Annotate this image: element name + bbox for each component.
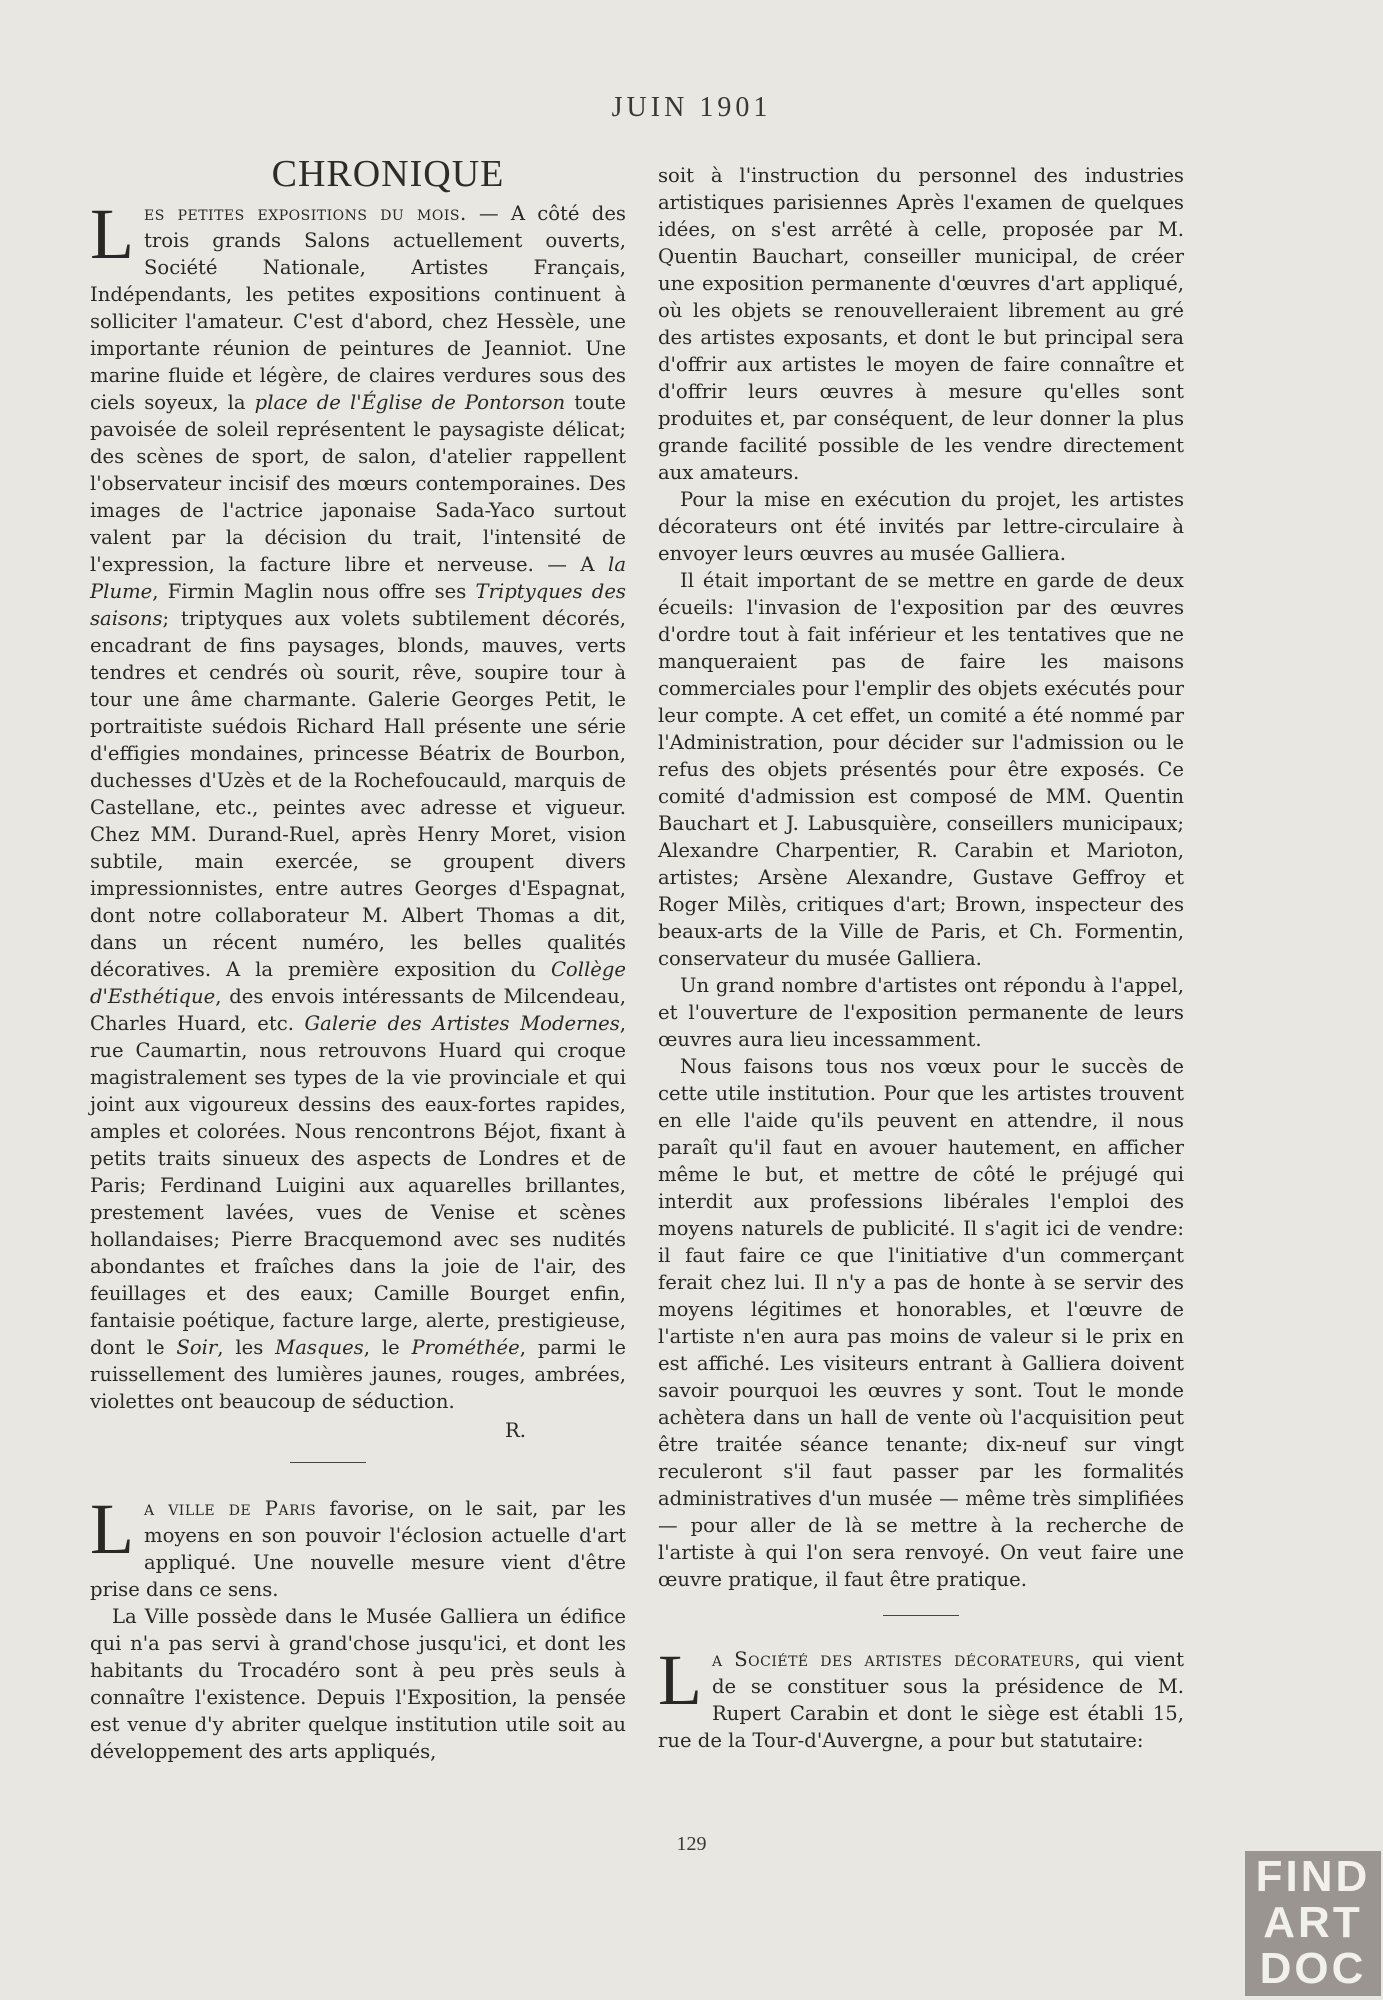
section-heading: es petites expositions du mois. [143,202,467,225]
italic-title: la Plume [90,553,626,603]
paragraph-execution: Pour la mise en exécution du projet, les artistes décorateurs ont été invités par lettre-circulaire à envoyer leurs œuvres au musée Galliera. [658,488,1184,565]
paragraph-artistes: Un grand nombre d'artistes ont répondu à l'appel, et l'ouverture de l'exposition permanente de leurs œuvres aura lieu incessamment. [658,974,1184,1051]
watermark-line: FIND [1255,1852,1371,1901]
paragraph-ecueils: Il était important de se mettre en garde de deux écueils: l'invasion de l'exposition par des œuvres d'ordre tout à fait inférieur et les tentatives que ne manqueraient pas de faire les maisons commerciales pour l'emplir des objets exécutés pour leur compte. A cet effet, un comité a été nommé par l'Administration, pour décider sur l'admission ou le refus des objets présentés pour être exposés. Ce comité d'admission est composé de MM. Quentin Bauchart et J. Labusquière, conseillers municipaux; Alexandre Charpentier, R. Carabin et Marioton, artistes; Arsène Alexandre, Gustave Geffroy et Roger Milès, critiques d'art; Brown, inspecteur des beaux-arts de la Ville de Paris, et Ch. Formentin, conservateur du musée Galliera. [658,569,1184,970]
drop-cap: L [90,194,134,274]
italic-title: Triptyques des saisons [90,580,626,630]
text-run: , le [363,1336,412,1359]
text-run: , parmi le ruissellement des lumières jaunes, rouges, ambrées, violettes ont beaucoup de séduction. [90,1336,626,1413]
paragraph-expositions [90,194,626,1415]
drop-cap: L [658,1640,702,1720]
section-heading: a Société des artistes décorateurs [711,1648,1075,1671]
text-run: toute pavoisée de soleil représentent le paysagiste délicat; des scènes de sport, de salon, d'atelier rappellent l'observateur incisif des mœurs contemporaines. Des images de l'actrice japonaise Sada-Yaco surtout valent par la décision du trait, l'intensité de l'expression, la facture libre et nerveuse. — A [90,391,626,576]
italic-title: Prométhée [411,1336,520,1359]
italic-title: place de l'Église de Pontorson [254,391,566,414]
text-run: ; triptyques aux volets subtilement décorés, encadrant de fins paysages, blonds, mauves, verts tendres et cendrés où sourit, rêve, soupire tour à tour une âme charmante. Galerie Georges Petit, le portraitiste suédois Richard Hall présente une série d'effigies mondaines, princesse Béatrix de Bourbon, duchesses d'Uzès et de la Rochefoucauld, marquis de Castellane, etc., peintes avec adresse et vigueur. Chez MM. Durand-Ruel, après Henry Moret, vision subtile, main exercée, se groupent divers impressionnistes, entre autres Georges d'Espagnat, dont notre collaborateur M. Albert Thomas a dit, dans un récent numéro, les belles qualités décoratives. A la première exposition du [90,607,626,981]
paragraph-galliera: La Ville possède dans le Musée Galliera un édifice qui n'a pas servi à grand'chose jusqu'ici, et dont les habitants du Trocadéro sont à peu près seuls à connaître l'existence. Depuis l'Exposition, la pensée est venue d'y abriter quelque institution utile soit au développement des arts appliqués, [90,1605,626,1763]
paragraph-voeux: Nous faisons tous nos vœux pour le succès de cette utile institution. Pour que les artistes trouvent en elle l'aide qu'ils peuvent en attendre, il nous paraît qu'il faut en avouer hautement, en afficher même le but, et mettre de côté le préjugé qui interdit aux professions libérales l'emploi des moyens naturels de publicité. Il s'agit ici de vendre: il faut faire ce que l'initiative d'un commerçant ferait chez lui. Il n'y a pas de honte à se servir des moyens légitimes et honorables, et l'œuvre de l'artiste n'en aura pas moins de valeur si le prix en est affiché. Les visiteurs entrant à Galliera doivent savoir pourquoi les œuvres y sont. Tout le monde achètera dans un hall de vente où l'acquisition peut être traitée séance tenante; dix-neuf sur vingt reculeront s'il faut passer par les formalités administratives d'un musée — même très simplifiées — pour aller de là se mettre à la recherche de l'artiste à qui l'on sera renvoyé. On veut faire une œuvre pratique, il faut être pratique. [658,1055,1184,1591]
text-run: , qui vient de se constituer sous la présidence de M. Rupert Carabin et dont le siège est établi 15, rue de la Tour-d'Auvergne, a pour but statutaire: [658,1648,1185,1752]
right-column [658,162,1184,1754]
italic-title: Galerie des Artistes Modernes [304,1012,620,1035]
section-heading: a ville de Paris [143,1497,317,1520]
paragraph-continuation: soit à l'instruction du personnel des industries artistiques parisiennes Après l'examen de quelques idées, on s'est arrêté à celle, proposée par M. Quentin Bauchart, conseiller municipal, de créer une exposition permanente d'œuvres d'art appliqué, où les objets se renouvelleraient librement au gré des artistes exposants, et dont le but principal sera d'offrir aux artistes le moyen de faire connaître et d'offrir leurs œuvres à mesure qu'elles sont produites et, par conséquent, de leur donner la plus grande facilité possible de les vendre directement aux amateurs. [658,164,1184,484]
text-run: , des envois intéressants de Milcendeau, Charles Huard, etc. [90,985,626,1035]
findartdoc-watermark-logo [1245,1851,1381,1996]
left-column [90,152,626,1765]
section-divider [883,1615,959,1616]
page-number: 129 [676,1833,707,1855]
watermark-line: DOC [1259,1944,1367,1993]
drop-cap: L [90,1489,134,1569]
text-run: , rue Caumartin, nous retrouvons Huard qui croque magistralement ses types de la vie provinciale et qui joint aux vigoureux dessins des eaux-fortes rapides, amples et colorées. Nous rencontrons Béjot, fixant à petits traits sinueux des aspects de Londres et de Paris; Ferdinand Luigini aux aquarelles brillantes, prestement lavées, vues de Venise et scènes hollandaises; Pierre Bracquemond avec ses nudités abondantes et fraîches dans la joie de l'air, des feuillages et des eaux; Camille Bourget enfin, fantaisie poétique, facture large, alerte, prestigieuse, dont le [90,1012,626,1359]
signature: R. [505,1419,526,1442]
text-run: — A côté des trois grands Salons actuellement ouverts, Société Nationale, Artistes Français, Indépendants, les petites expositions continuent à solliciter l'amateur. C'est d'abord, chez Hessèle, une importante réunion de peintures de Jeanniot. Une marine fluide et légère, de claires verdures sous des ciels soyeux, la [90,202,626,414]
running-header: JUIN 1901 [611,92,772,123]
italic-title: Masques [275,1336,364,1359]
text-run: , les [217,1336,276,1359]
text-run: , Firmin Maglin nous offre ses [152,580,476,603]
article-title: CHRONIQUE [271,153,505,195]
paragraph-ville-de-paris [90,1489,626,1603]
italic-title: Soir [176,1336,218,1359]
section-divider [290,1462,366,1463]
paragraph-societe [658,1640,1185,1754]
italic-title: Collège d'Esthétique [90,958,626,1008]
watermark-line: ART [1263,1898,1363,1947]
text-run: favorise, on le sait, par les moyens en son pouvoir l'éclosion actuelle d'art appliqué. Une nouvelle mesure vient d'être prise dans ce sens. [90,1497,626,1601]
